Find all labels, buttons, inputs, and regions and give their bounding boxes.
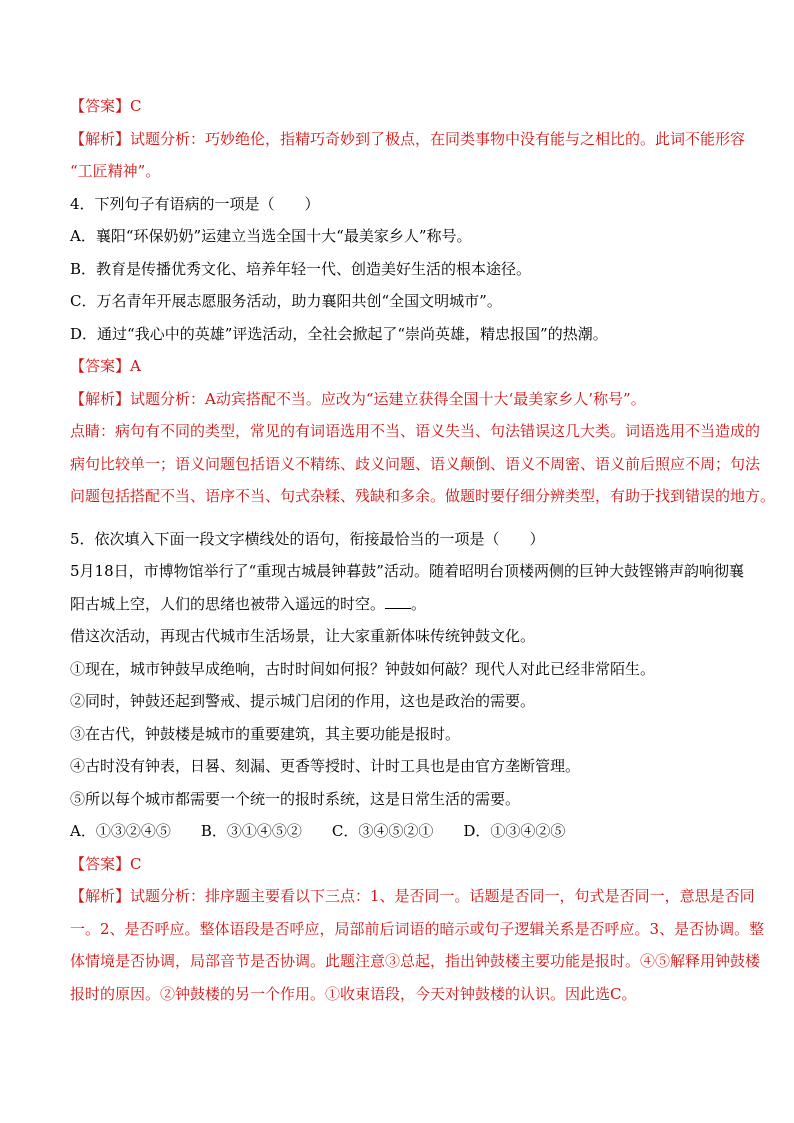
document-page: [70, 96, 776, 1016]
q5-analysis-text-2: 一。2、是否呼应。整体语段是否呼应，局部前后词语的暗示或句子逻辑关系是否呼应。3、是否协调。整: [70, 919, 765, 938]
q5-analysis-line: [70, 886, 755, 906]
q4-analysis-text: 试题分析：A动宾搭配不当。应改为“运建立获得全国十大‘最美家乡人’称号”。: [130, 389, 646, 408]
analysis-tag: 【解析】: [70, 389, 131, 408]
q5-choice-a: A．①③②④⑤: [70, 822, 171, 840]
answer-tag: 【答案】: [70, 854, 131, 873]
q5-analysis-text-1: 试题分析：排序题主要看以下三点：1、是否同一。话题是否同一，句式是否同一，意思是否同: [130, 887, 755, 905]
q4-option-b: B．教育是传播优秀文化、培养年轻一代、创造美好生活的根本途径。: [70, 259, 532, 278]
q5-choice-b: B．③①④⑤②: [200, 822, 302, 840]
fill-blank: [385, 596, 411, 609]
q4-note-line-1: 点睛：病句有不同的类型，常见的有词语选用不当、语义失当、句法错误这几大类。词语选用不当造成的: [70, 422, 761, 440]
q5-sentence-4: ④古时没有钟表，日晷、刻漏、更香等授时、计时工具也是由官方垄断管理。: [70, 757, 581, 775]
q5-analysis-text-4: 报时的原因。②钟鼓楼的另一个作用。①收束语段，今天对钟鼓楼的认识。因此选C。: [70, 984, 637, 1003]
q4-answer-value: A: [130, 357, 141, 375]
q3-answer-line: [70, 96, 730, 116]
answer-tag: 【答案】: [70, 357, 131, 375]
q5-passage-end: 。: [411, 594, 427, 613]
q5-answer-line: [70, 854, 730, 874]
q4-note-line-2: 病句比较单一；语义问题包括语义不精练、歧义问题、语义颠倒、语义不周密、语义前后照应不周；句法: [70, 454, 761, 473]
q3-analysis-text-2: “工匠精神”。: [70, 162, 161, 180]
q5-answer-value: C: [130, 854, 142, 873]
q5-choice-c: C．③④⑤②①: [331, 822, 434, 840]
q5-analysis-text-3: 体情境是否协调，局部音节是否协调。此题注意③总起，指出钟鼓楼主要功能是报时。④⑤解释用钟鼓楼: [70, 952, 761, 970]
q5-choice-d: D．①③④②⑤: [463, 822, 566, 840]
q5-sentence-2: ②同时，钟鼓还起到警戒、提示城门启闭的作用，这也是政治的需要。: [70, 692, 536, 710]
q3-analysis-text-1: 试题分析：巧妙绝伦，指精巧奇妙到了极点，在同类事物中没有能与之相比的。此词不能形容: [130, 129, 746, 148]
analysis-tag: 【解析】: [70, 887, 131, 905]
q4-answer-line: [70, 356, 730, 376]
q3-answer-value: C: [130, 97, 142, 115]
q4-option-d: D．通过“我心中的英雄”评选活动，全社会掀起了“崇尚英雄，精忠报国”的热潮。: [70, 324, 608, 343]
q4-note-line-3: 问题包括搭配不当、语序不当、句式杂糅、残缺和多余。做题时要仔细分辨类型，有助于找到错误的地方。: [70, 487, 776, 505]
q4-analysis-line: [70, 389, 730, 409]
q5-passage-line-2: [70, 594, 730, 614]
q4-stem: 4．下列句子有语病的一项是（ ）: [70, 194, 320, 213]
q5-passage-line-1: 5月18日，市博物馆举行了“重现古城晨钟暮鼓”活动。随着昭明台顶楼两侧的巨钟大鼓铿锵声韵响彻襄: [70, 562, 744, 580]
q5-sentence-1: ①现在，城市钟鼓早成绝响，古时时间如何报？钟鼓如何敲？现代人对此已经非常陌生。: [70, 659, 656, 678]
q5-passage-line-3: 借这次活动，再现古代城市生活场景，让大家重新体味传统钟鼓文化。: [70, 627, 536, 645]
q5-stem: 5．依次填入下面一段文字横线处的语句，衔接最恰当的一项是（ ）: [70, 529, 545, 548]
q5-choices: [70, 821, 730, 841]
q3-analysis-continued: [70, 161, 730, 181]
q5-passage-text: 阳古城上空，人们的思绪也被带入遥远的时空。: [70, 594, 386, 613]
q3-analysis-line: [70, 129, 746, 149]
q5-sentence-5: ⑤所以每个城市都需要一个统一的报时系统，这是日常生活的需要。: [70, 789, 521, 808]
analysis-tag: 【解析】: [70, 129, 131, 148]
section-gap: [70, 519, 730, 529]
q5-sentence-3: ③在古代，钟鼓楼是城市的重要建筑，其主要功能是报时。: [70, 724, 461, 743]
q4-option-c: C．万名青年开展志愿服务活动，助力襄阳共创“全国文明城市”。: [70, 292, 502, 310]
q4-option-a: A．襄阳“环保奶奶”运建立当选全国十大“最美家乡人”称号。: [70, 227, 472, 245]
answer-tag: 【答案】: [70, 97, 131, 115]
